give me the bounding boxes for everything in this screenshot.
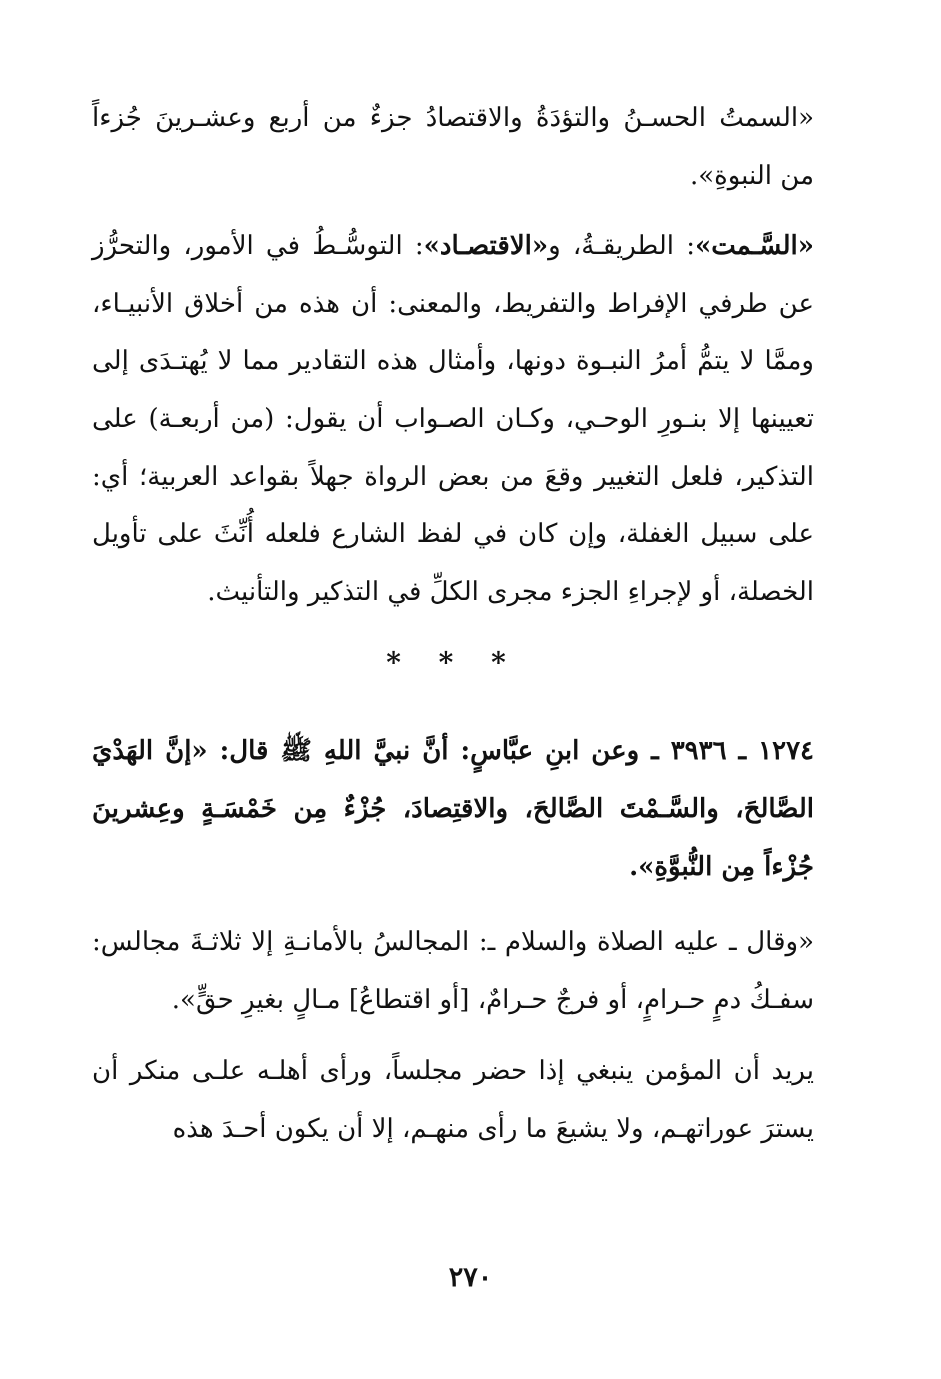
commentary-paragraph — [92, 218, 814, 621]
saying-paragraph: «وقال ـ عليه الصلاة والسلام ـ: المجالسُ بالأمانـةِ إلا ثلاثـةَ مجالس: سفـكُ دمٍ حـرامٍ، أو فرجٌ حـرامٌ، [أو اقتطاعُ] مـالٍ بغيرِ حقٍّ». — [92, 927, 814, 1015]
page-number: ٢٧٠ — [448, 1262, 493, 1293]
commentary-text: : التوسُّـطُ في الأمور، والتحرُّز عن طرفي الإفراط والتفريط، والمعنى: أن هذه من أخلاق الأنبيـاء، وممَّا لا يتمُّ أمرُ النبـوة دونها، وأمثال هذه التقادير مما لا يُهتـدَى إلى تعيينها إلا بنـورِ الوحـي، وكـان الصـواب أن يقول: (من أربعـة) على التذكير، فلعل التغيير وقعَ من بعض الرواة جهلاً بقواعد العربية؛ أي: على سبيل الغفلة، وإن كان في لفظ الشارع فلعله أُنِّثَ على تأويل الخصلة، أو لإجراءِ الجزء مجرى الكلِّ في التذكير والتأنيث. — [92, 231, 814, 607]
hadith-ending-paragraph: «السمتُ الحسـنُ والتؤدَةُ والاقتصادُ جزءٌ من أربع وعشـرينَ جُزءاً من النبوةِ». — [92, 103, 814, 191]
term-iqtisad: «الاقتصـاد» — [423, 231, 549, 262]
page-body — [92, 90, 814, 1159]
term-samt: «السَّـمت» — [694, 231, 814, 262]
hadith-heading-paragraph: ١٢٧٤ ـ ٣٩٣٦ ـ وعن ابنِ عبَّاسٍ: أنَّ نبيَّ اللهِ ﷺ قال: «إنَّ الهَدْيَ الصَّالحَ، والسَّـمْتَ الصَّالحَ، والاقتِصادَ، جُزْءٌ مِن خَمْسَـةٍ وعِشرينَ جُزْءاً مِن النُّبوَّةِ». — [92, 736, 814, 882]
section-separator: * * * — [386, 646, 520, 680]
explanation-paragraph: يريد أن المؤمن ينبغي إذا حضر مجلساً، ورأى أهلـه علـى منكر أن يسترَ عوراتهـم، ولا يشيعَ ما رأى منهـم، إلا أن يكون أحـدَ هذه — [92, 1056, 814, 1144]
commentary-separator-text: : الطريقـةُ، و — [548, 231, 695, 262]
